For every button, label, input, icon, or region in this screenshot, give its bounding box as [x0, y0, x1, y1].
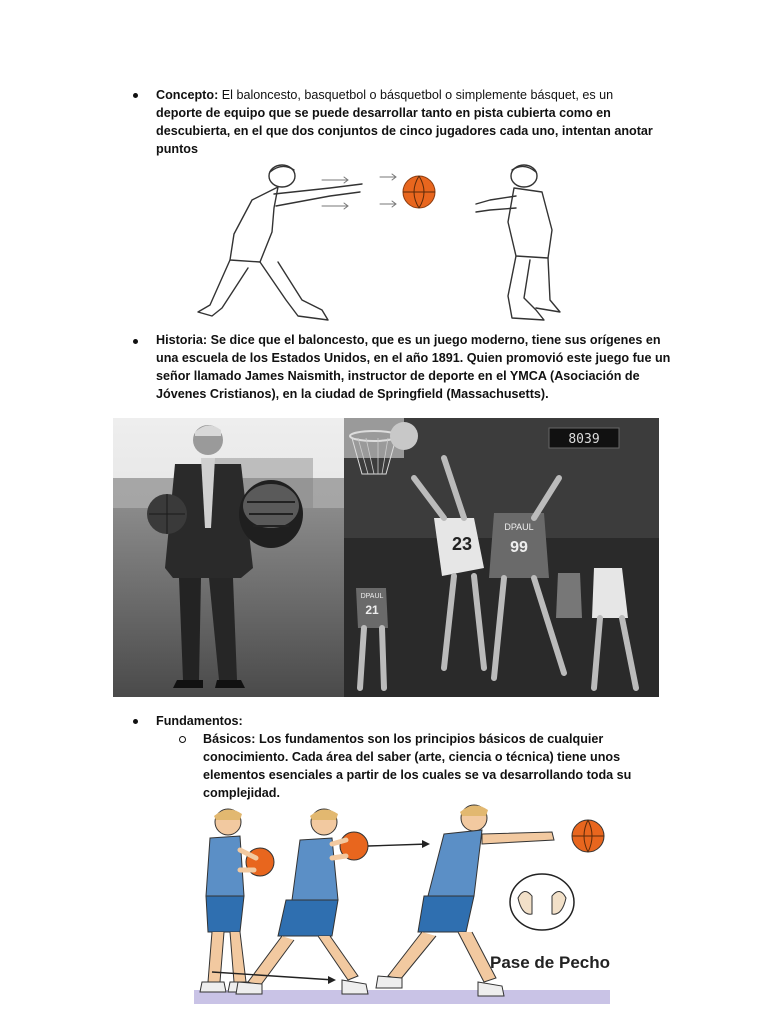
photo-naismith — [113, 418, 344, 697]
historia-line-4: Jóvenes Cristianos), en la ciudad de Springfield (Massachusetts). — [156, 387, 549, 401]
historia-line-2: una escuela de los Estados Unidos, en el año 1891. Quien promovió este juego fue un — [156, 351, 671, 365]
basicos-line-4: complejidad. — [203, 786, 280, 800]
concepto-line-3: descubierta, en el que dos conjuntos de cinco jugadores cada uno, intentan anotar — [156, 124, 653, 138]
paragraph-historia — [156, 331, 676, 403]
chest-pass-sketch — [190, 160, 580, 330]
bullet-fundamentos — [133, 719, 138, 724]
photo-jersey-21-name: DPAUL — [360, 593, 384, 600]
basicos-text-1: Los fundamentos son los principios básicos de cualquier — [255, 732, 604, 746]
paragraph-basicos — [203, 730, 643, 802]
historia-text-1: Se dice que el baloncesto, que es un juego moderno, tiene sus orígenes en — [207, 333, 661, 347]
concepto-line-4: puntos — [156, 142, 198, 156]
concepto-line-1 — [156, 86, 676, 104]
pass-label: Pase de Pecho — [490, 953, 611, 972]
basicos-line-3: elementos esenciales a partir de los cuales se va desarrollando toda su — [203, 768, 632, 782]
historia-line-3: señor llamado James Naismith, instructor de deporte en el YMCA (Asociación de — [156, 369, 640, 383]
sketch-player-left — [198, 165, 362, 320]
photo-game — [344, 418, 659, 697]
photo-jersey-99: 99 — [510, 539, 528, 556]
concepto-line-2: deporte de equipo que se puede desarrollar tanto en pista cubierta como en — [156, 106, 611, 120]
historia-line-1 — [156, 331, 676, 349]
bullet-concepto — [133, 93, 138, 98]
photo-jersey-99-name: DPAUL — [504, 522, 534, 532]
concepto-text-1: El baloncesto, basquetbol o básquetbol o simplemente básquet, es un — [218, 88, 614, 102]
illustration-player-2 — [236, 809, 368, 994]
paragraph-concepto — [156, 86, 676, 158]
photo-jersey-21: 21 — [365, 603, 379, 617]
chest-pass-illustration — [182, 800, 612, 1010]
photo-scoreboard-text: 8039 — [568, 432, 600, 447]
basicos-line-2: conocimiento. Cada área del saber (arte, ciencia o técnica) tiene unos — [203, 750, 621, 764]
concepto-label: Concepto: — [156, 88, 219, 102]
bullet-historia — [133, 339, 138, 344]
paragraph-fundamentos — [156, 712, 243, 730]
sketch-ball — [403, 176, 435, 208]
basicos-label: Básicos: — [203, 732, 256, 746]
historia-label: Historia: — [156, 333, 208, 347]
basicos-line-1 — [203, 730, 643, 748]
bullet-basicos — [179, 736, 186, 743]
sketch-player-right — [476, 165, 560, 320]
fundamentos-label: Fundamentos: — [156, 714, 243, 728]
photo-jersey-23: 23 — [451, 534, 473, 554]
